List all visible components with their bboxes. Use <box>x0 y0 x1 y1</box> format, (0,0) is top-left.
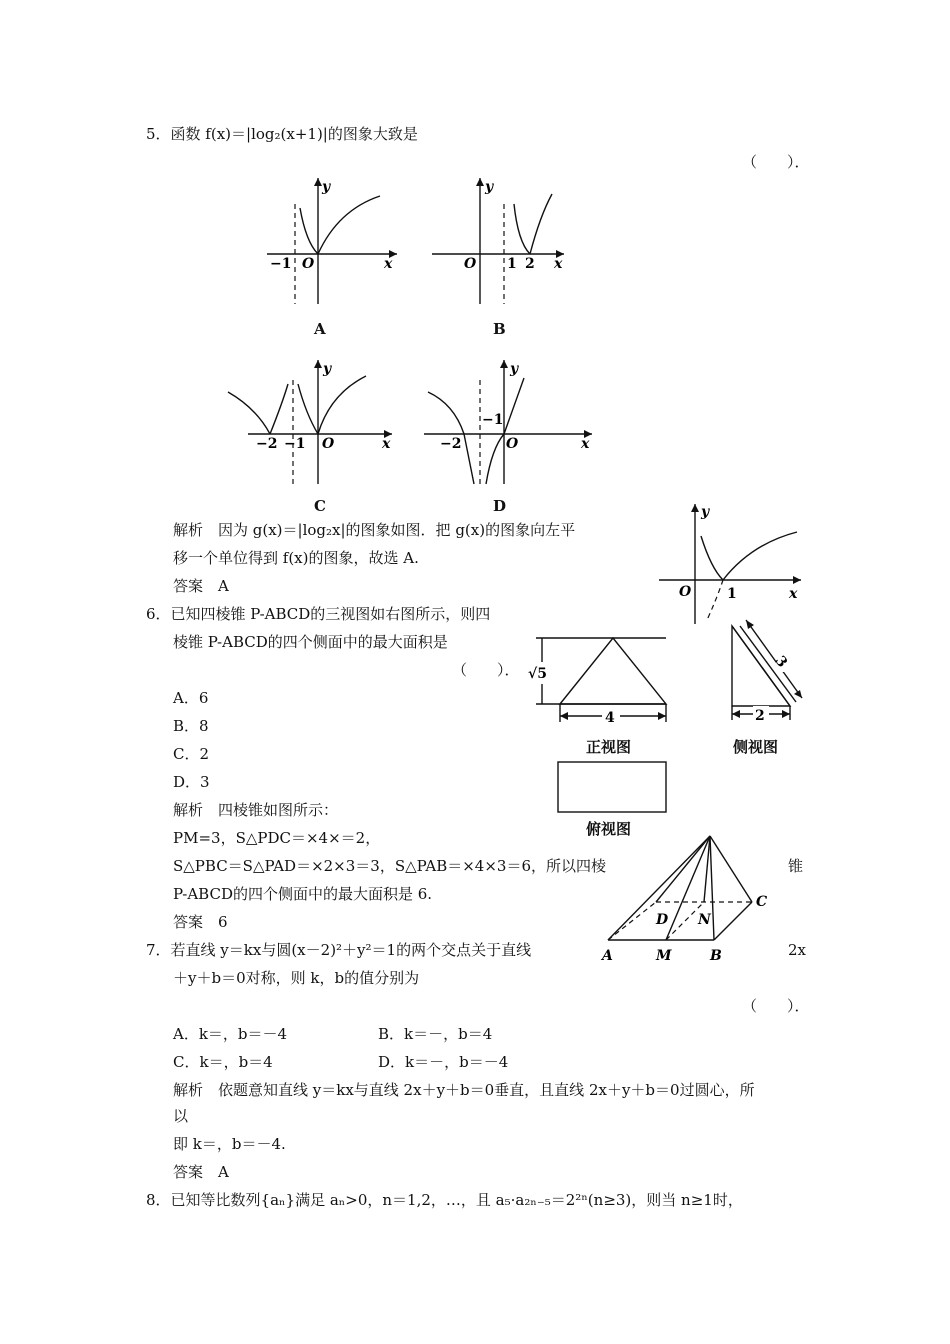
graph-c-neg2: −2 <box>256 436 278 452</box>
q6-paren: （ ）． <box>452 661 520 679</box>
q7-stem-line2: ＋y＋b＝0对称，则 k，b的值分别为 <box>173 969 420 987</box>
front-view-4: 4 <box>605 710 615 726</box>
q7-option-a: A．k＝，b＝－4 <box>173 1025 288 1043</box>
q7-paren: （ ）． <box>742 997 810 1015</box>
q6-answer: 答案 6 <box>173 913 228 931</box>
graph-g <box>655 500 805 630</box>
option-d-label: D <box>493 497 507 515</box>
q5-analysis-line2: 移一个单位得到 f(x)的图象，故选 A. <box>173 549 419 567</box>
graph-b-y: y <box>485 179 494 195</box>
graph-g-x: x <box>789 586 798 602</box>
q7-option-b: B．k＝－，b＝4 <box>378 1025 493 1043</box>
side-view-3: 3 <box>771 653 791 671</box>
graph-c-x: x <box>382 436 391 452</box>
side-view <box>726 618 816 728</box>
q8-stem: 8．已知等比数列{aₙ}满足 aₙ>0，n＝1,2，…，且 a₅·a₂ₙ₋₅＝2²ⁿ(n≥3)，则当 n≥1时， <box>146 1191 743 1209</box>
q5-analysis-line1: 解析 因为 g(x)＝|log₂x|的图象如图．把 g(x)的图象向左平 <box>173 521 576 539</box>
graph-b-2: 2 <box>525 256 535 272</box>
q6-analysis-line1: 解析 四棱锥如图所示： <box>173 801 339 819</box>
graph-d-origin: O <box>506 436 519 452</box>
front-view <box>526 632 676 732</box>
graph-a <box>262 176 402 306</box>
q7-analysis-line2: 以 <box>173 1107 189 1125</box>
q5-paren: （ ）． <box>742 153 810 171</box>
graph-g-origin: O <box>679 584 692 600</box>
graph-d-y: y <box>510 361 519 377</box>
pyramid-b: B <box>710 948 722 964</box>
q5-stem: 5．函数 f(x)＝|log₂(x+1)|的图象大致是 <box>146 125 418 143</box>
graph-g-1: 1 <box>727 586 737 602</box>
pyramid-figure <box>600 830 780 964</box>
graph-d-neg2: −2 <box>440 436 462 452</box>
option-c-label: C <box>314 497 326 515</box>
graph-d-neg1: −1 <box>482 412 504 428</box>
q7-stem-line1: 7．若直线 y＝kx与圆(x－2)²＋y²＝1的两个交点关于直线 <box>146 941 532 959</box>
graph-d-x: x <box>581 436 590 452</box>
pyramid-c: C <box>756 894 768 910</box>
graph-a-origin: O <box>302 256 315 272</box>
graph-c-y: y <box>323 361 332 377</box>
q7-analysis-line3: 即 k＝，b＝－4. <box>173 1135 286 1153</box>
q6-analysis-line3b: 锥 <box>788 857 804 875</box>
graph-c-neg1: −1 <box>284 436 306 452</box>
q5-answer: 答案 A <box>173 577 229 595</box>
top-view-caption: 俯视图 <box>586 820 632 838</box>
graph-c-origin: O <box>322 436 335 452</box>
q7-stem-line1b: 2x <box>788 941 807 959</box>
top-view <box>556 760 668 816</box>
side-view-2: 2 <box>755 708 765 724</box>
graph-a-neg1: −1 <box>270 256 292 272</box>
graph-b-origin: O <box>464 256 477 272</box>
q7-analysis-line1: 解析 依题意知直线 y＝kx与直线 2x＋y＋b＝0垂直，且直线 2x＋y＋b＝0过圆心，所 <box>173 1081 755 1099</box>
option-a-label: A <box>314 320 326 338</box>
pyramid-a: A <box>602 948 613 964</box>
q6-analysis-line2: PM=3，S△PDC＝×4×＝2， <box>173 829 381 847</box>
graph-a-y: y <box>322 179 331 195</box>
q6-stem-line1: 6．已知四棱锥 P-ABCD的三视图如右图所示，则四 <box>146 605 491 623</box>
q6-stem-line2: 棱锥 P-ABCD的四个侧面中的最大面积是 <box>173 633 448 651</box>
q6-option-b: B．8 <box>173 717 209 735</box>
front-view-sqrt5: √5 <box>528 666 547 682</box>
front-view-caption: 正视图 <box>586 738 632 756</box>
graph-g-y: y <box>701 504 710 520</box>
q6-option-a: A．6 <box>173 689 209 707</box>
side-view-caption: 侧视图 <box>733 738 779 756</box>
graph-b-x: x <box>554 256 563 272</box>
q7-answer: 答案 A <box>173 1163 229 1181</box>
graph-b <box>430 176 570 306</box>
pyramid-m: M <box>656 948 672 964</box>
graph-c <box>226 356 396 486</box>
q6-option-c: C．2 <box>173 745 210 763</box>
pyramid-d: D <box>656 912 669 928</box>
pyramid-n: N <box>698 912 711 928</box>
q6-option-d: D．3 <box>173 773 210 791</box>
option-b-label: B <box>493 320 506 338</box>
q7-option-d: D．k＝－，b＝－4 <box>378 1053 509 1071</box>
q6-analysis-line3: S△PBC＝S△PAD＝×2×3＝3，S△PAB＝×4×3＝6，所以四棱 <box>173 857 606 875</box>
graph-b-1: 1 <box>507 256 517 272</box>
graph-d <box>424 356 594 486</box>
q7-option-c: C．k＝，b＝4 <box>173 1053 273 1071</box>
q6-analysis-line4: P-ABCD的四个侧面中的最大面积是 6. <box>173 885 433 903</box>
graph-a-x: x <box>384 256 393 272</box>
